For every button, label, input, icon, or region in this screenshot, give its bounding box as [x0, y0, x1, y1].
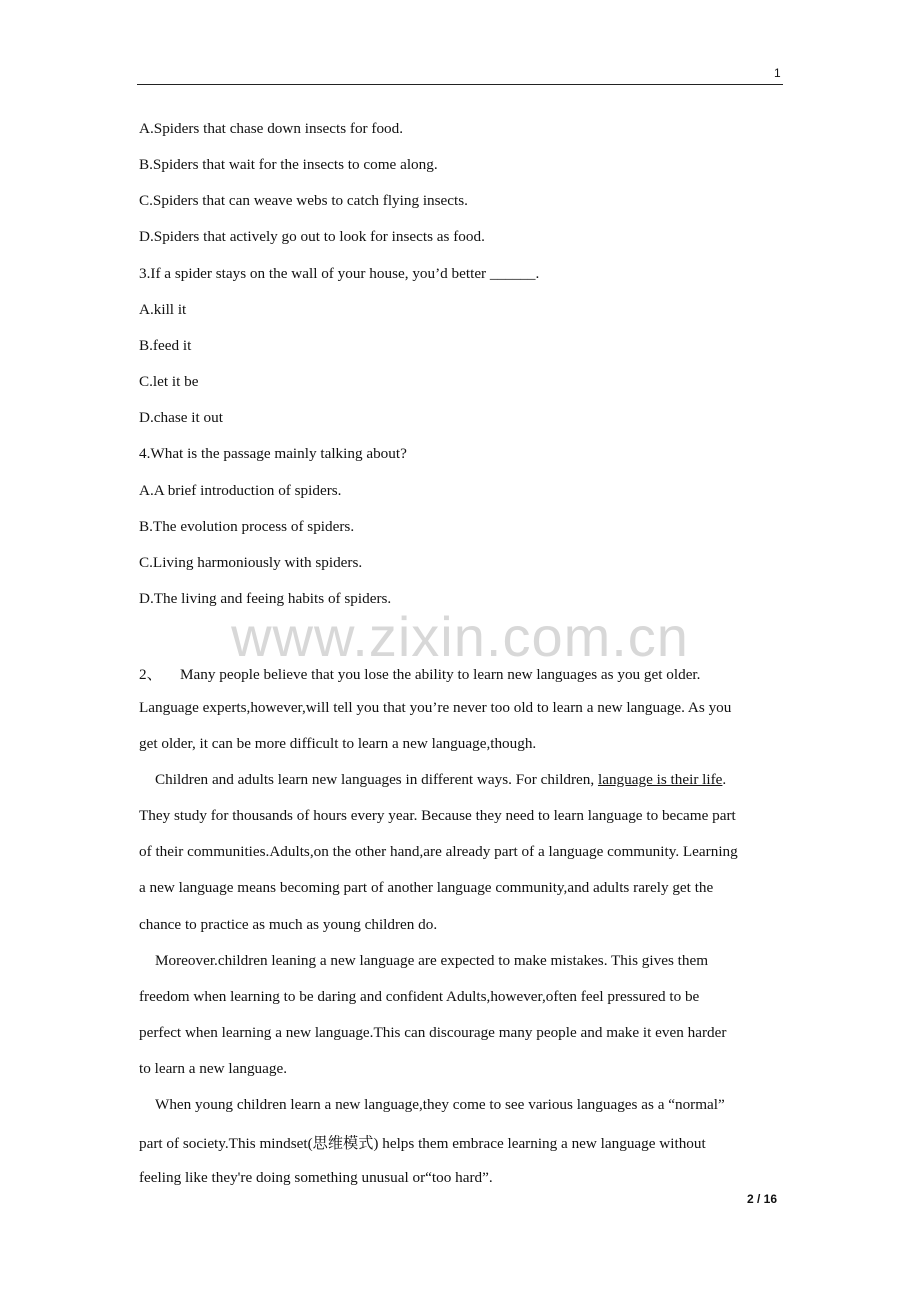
header-page-marker: 1 — [774, 66, 781, 80]
passage2-p4-line: part of society.This mindset(思维模式) helps them embrace learning a new language without — [139, 1135, 706, 1152]
header-rule — [137, 84, 783, 85]
passage2-p3-line: freedom when learning to be daring and confident Adults,however,often feel pressured to be — [139, 988, 700, 1005]
q4-option-b: B.The evolution process of spiders. — [139, 518, 355, 535]
passage2-p1-line: Language experts,however,will tell you that you’re never too old to learn a new language. As you — [139, 699, 732, 716]
passage2-p3-line: perfect when learning a new language.This can discourage many people and make it even harder — [139, 1024, 727, 1041]
passage2-p2-line: a new language means becoming part of another language community,and adults rarely get the — [139, 879, 714, 896]
passage2-p1-line: get older, it can be more difficult to learn a new language,though. — [139, 735, 537, 752]
q3-question: 3.If a spider stays on the wall of your house, you’d better ______. — [139, 265, 540, 282]
page-indicator: 2 / 16 — [747, 1192, 778, 1206]
q3-option-c: C.let it be — [139, 373, 199, 390]
passage2-p1-line: Many people believe that you lose the ability to learn new languages as you get older. — [180, 666, 701, 683]
q3-option-d: D.chase it out — [139, 409, 223, 426]
q4-option-c: C.Living harmoniously with spiders. — [139, 554, 363, 571]
underlined-phrase: language is their life — [598, 771, 723, 788]
q4-option-a: A.A brief introduction of spiders. — [139, 482, 342, 499]
passage2-p2-line — [139, 771, 726, 789]
q4-question: 4.What is the passage mainly talking about? — [139, 445, 407, 462]
passage2-p2-line: of their communities.Adults,on the other hand,are already part of a language community. Learning — [139, 843, 738, 860]
passage2-p2-line: chance to practice as much as young children do. — [139, 916, 438, 933]
q3-option-b: B.feed it — [139, 337, 192, 354]
q1-option-b: B.Spiders that wait for the insects to come along. — [139, 156, 438, 173]
q1-option-d: D.Spiders that actively go out to look for insects as food. — [139, 228, 485, 245]
watermark: www.zixin.com.cn — [231, 605, 689, 668]
passage2-p3-line: to learn a new language. — [139, 1060, 288, 1077]
passage2-line — [139, 663, 700, 684]
q1-option-c: C.Spiders that can weave webs to catch flying insects. — [139, 192, 468, 209]
q4-option-d: D.The living and feeing habits of spiders. — [139, 590, 392, 607]
passage2-p3-line: Moreover.children leaning a new language are expected to make mistakes. This gives them — [155, 952, 709, 969]
passage2-p2-line: They study for thousands of hours every year. Because they need to learn language to became part — [139, 807, 736, 824]
passage2-p2-text: . — [722, 771, 727, 788]
passage2-p4-line: When young children learn a new language,they come to see various languages as a “normal” — [155, 1096, 725, 1113]
q1-option-a: A.Spiders that chase down insects for food. — [139, 120, 404, 137]
q3-option-a: A.kill it — [139, 301, 187, 318]
passage2-p4-line: feeling like they're doing something unusual or“too hard”. — [139, 1169, 493, 1186]
passage2-number: 2、 — [139, 666, 162, 683]
passage2-p2-text: Children and adults learn new languages in different ways. For children, — [155, 771, 598, 788]
